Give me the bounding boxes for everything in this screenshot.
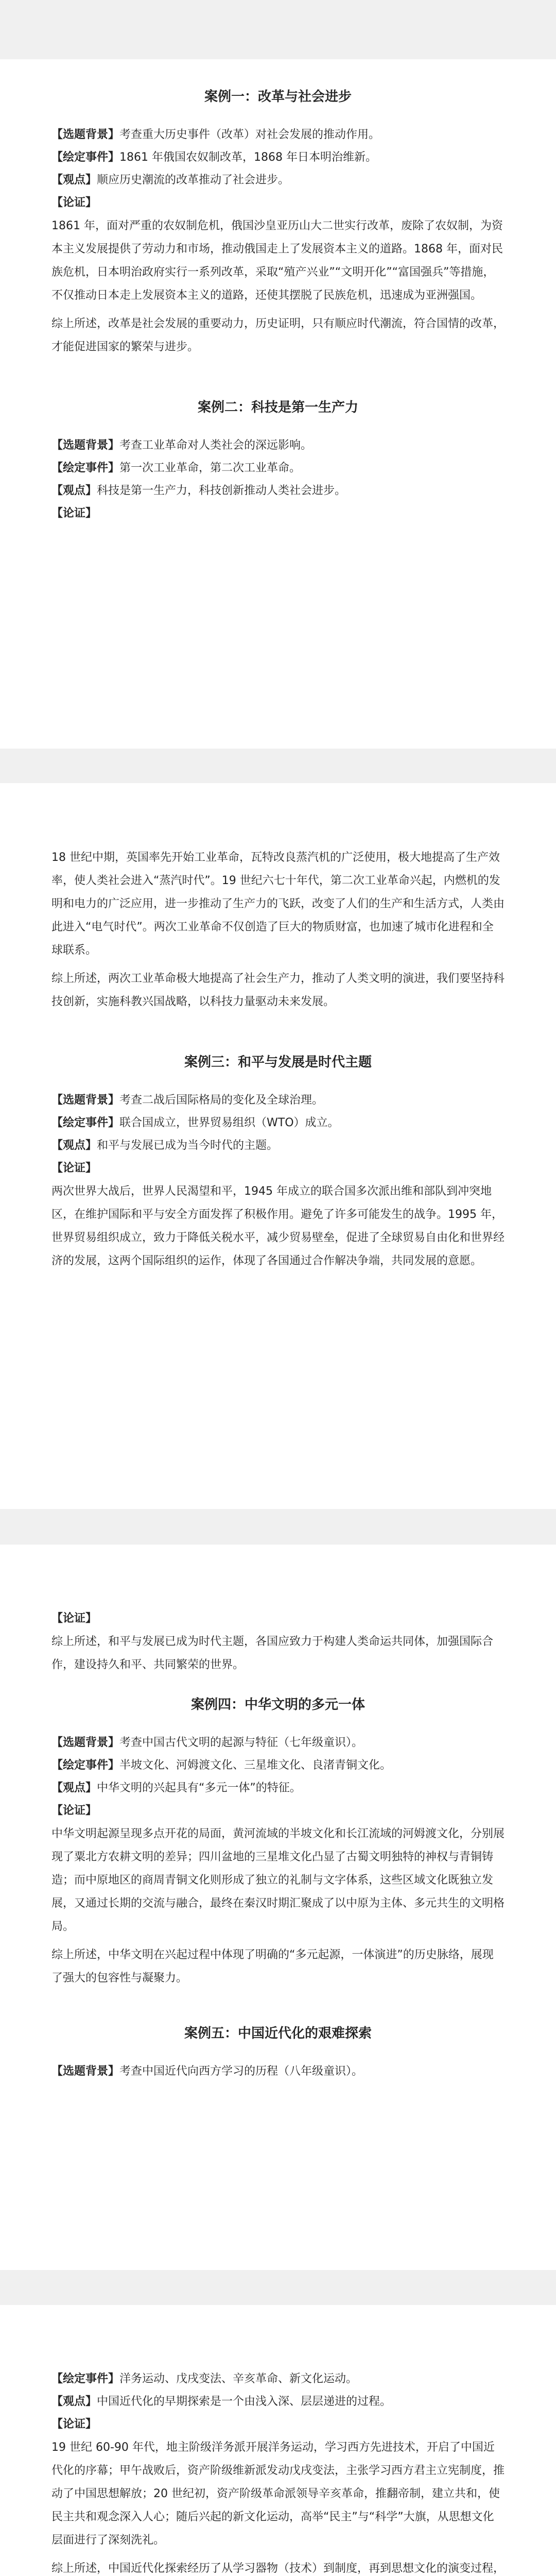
case2-event-label: 【绘定事件】 xyxy=(51,462,120,475)
case2-event-text: 第一次工业革命，第二次工业革命。 xyxy=(119,462,301,475)
case4-event-text: 半坡文化、河姆渡文化、三星堆文化、良渚青铜文化。 xyxy=(119,1759,392,1772)
case2-view-label: 【观点】 xyxy=(51,484,97,498)
case1-event xyxy=(51,146,505,169)
case2-argue-label: 【论证】 xyxy=(51,507,97,520)
case3-argue-text: 两次世界大战后，世界人民渴望和平，1945 年成立的联合国多次派出维和部队到冲突地区，在维护国际和平与安全方面发挥了积极作用。避免了许多可能发生的战争。1995 年，世界贸易组织成立，致力于降低关税水平，减少贸易壁垒，促进了全球贸易自由化和世界经济的发展，这两个国际组织的运作，体现了各国通过合作解决争端，共同发展的意愿。 xyxy=(51,1185,505,1268)
case3-background-text: 考查二战后国际格局的变化及全球治理。 xyxy=(119,1094,324,1107)
case3-event xyxy=(51,1112,505,1134)
case1-title: 案例一：改革与社会进步 xyxy=(204,89,352,105)
case5-background xyxy=(51,2060,505,2083)
document-page-4 xyxy=(0,2305,556,2576)
case3-title: 案例三：和平与发展是时代主题 xyxy=(184,1055,372,1070)
case1-conclusion: 综上所述，改革是社会发展的重要动力，历史证明，只有顺应时代潮流，符合国情的改革，才能促进国家的繁荣与进步。 xyxy=(51,317,505,354)
case4-view-label: 【观点】 xyxy=(51,1782,97,1795)
case5-background-label: 【选题背景】 xyxy=(51,2065,120,2078)
case5-argue-text: 19 世纪 60-90 年代，地主阶级洋务派开展洋务运动，学习西方先进技术，开启了中国近代化的序幕；甲午战败后，资产阶级维新派发动戊戌变法，主张学习西方君主立宪制度，推动了中国思想解放；20 世纪初，资产阶级革命派领导辛亥革命，推翻帝制，建立共和，使民主共和观念深入人心；随后兴起的新文化运动，高举“民主”与“科学”大旗，从思想文化层面进行了深刻洗礼。 xyxy=(51,2441,505,2547)
case3-view xyxy=(51,1134,505,1157)
case4-event xyxy=(51,1754,505,1777)
case2-view xyxy=(51,480,505,502)
case1-event-text: 1861 年俄国农奴制改革，1868 年日本明治维新。 xyxy=(119,151,377,164)
document-page-2 xyxy=(0,783,556,1509)
case5-view-text: 中国近代化的早期探索是一个由浅入深、层层递进的过程。 xyxy=(97,2395,392,2408)
document-page-3 xyxy=(0,1545,556,2270)
case1-background-text: 考查重大历史事件（改革）对社会发展的推动作用。 xyxy=(119,128,380,142)
case4-background-text: 考查中国古代文明的起源与特征（七年级童识）。 xyxy=(119,1736,363,1750)
case1-view-text: 顺应历史潮流的改革推动了社会进步。 xyxy=(97,174,290,187)
case4-view xyxy=(51,1777,505,1800)
case1-background-label: 【选题背景】 xyxy=(51,128,120,142)
case5-event-text: 洋务运动、戊戌变法、辛亥革命、新文化运动。 xyxy=(119,2372,358,2385)
case5-conclusion: 综上所述，中国近代化探索经历了从学习器物（技术）到制度，再到思想文化的演变过程， xyxy=(51,2562,505,2575)
case4-event-label: 【绘定事件】 xyxy=(51,1759,120,1772)
case3-event-label: 【绘定事件】 xyxy=(51,1116,120,1130)
case1-event-label: 【绘定事件】 xyxy=(51,151,120,164)
case5-background-text: 考查中国近代向西方学习的历程（八年级童识）。 xyxy=(119,2065,363,2078)
case4-argue-label: 【论证】 xyxy=(51,1804,97,1818)
case2-background xyxy=(51,434,505,457)
case2-event xyxy=(51,457,505,480)
case4-background-label: 【选题背景】 xyxy=(51,1736,120,1750)
case2-title: 案例二：科技是第一生产力 xyxy=(197,400,358,416)
case1-view xyxy=(51,169,505,192)
case3-argue-label: 【论证】 xyxy=(51,1162,97,1175)
case2-view-text: 科技是第一生产力，科技创新推动人类社会进步。 xyxy=(97,484,346,498)
case5-view-label: 【观点】 xyxy=(51,2395,97,2408)
case4-background xyxy=(51,1732,505,1754)
case1-argue-label: 【论证】 xyxy=(51,196,97,210)
case1-argue-text: 1861 年，面对严重的农奴制危机，俄国沙皇亚历山大二世实行改革，废除了农奴制，为资本主义发展提供了劳动力和市场，推动俄国走上了发展资本主义的道路。1868 年，面对民族危机，日本明治政府实行一系列改革，采取“殖产兴业”“文明开化”“富国强兵”等措施，不仅推动日本走上发展资本主义的道路，还使其摆脱了民族危机，迅速成为亚洲强国。 xyxy=(51,219,503,302)
case4-argue-text: 中华文明起源呈现多点开花的局面，黄河流域的半坡文化和长江流域的河姆渡文化，分别展现了粟北方农耕文明的差异；四川盆地的三星堆文化凸显了古蜀文明独特的神权与青铜铸造；而中原地区的商周青铜文化则形成了独立的礼制与文字体系，这些区域文化既独立发展，又通过长期的交流与融合，最终在秦汉时期汇聚成了以中原为主体、多元共生的文明格局。 xyxy=(51,1827,505,1934)
case2-background-label: 【选题背景】 xyxy=(51,439,120,452)
case2-conclusion: 综上所述，两次工业革命极大地提高了社会生产力，推动了人类文明的演进，我们要坚持科技创新，实施科教兴国战略，以科技力量驱动未来发展。 xyxy=(51,972,505,1008)
case4-conclusion: 综上所述，中华文明在兴起过程中体现了明确的“多元起源，一体演进”的历史脉络，展现了强大的包容性与凝聚力。 xyxy=(51,1948,494,1985)
case4-view-text: 中华文明的兴起具有“多元一体”的特征。 xyxy=(97,1782,301,1795)
case3-view-label: 【观点】 xyxy=(51,1139,97,1153)
case1-background xyxy=(51,124,505,146)
case3-background xyxy=(51,1089,505,1112)
case3-view-text: 和平与发展已成为当今时代的主题。 xyxy=(97,1139,279,1153)
document-page-1 xyxy=(0,59,556,749)
case5-event xyxy=(51,2368,505,2391)
case5-title: 案例五：中国近代化的艰难探索 xyxy=(184,2026,372,2042)
case5-view xyxy=(51,2391,505,2413)
case3-conclusion: 综上所述，和平与发展已成为时代主题，各国应致力于构建人类命运共同体，加强国际合作，建设持久和平、共同繁荣的世界。 xyxy=(51,1635,494,1671)
case1-view-label: 【观点】 xyxy=(51,174,97,187)
case2-argue-text: 18 世纪中期，英国率先开始工业革命，瓦特改良蒸汽机的广泛使用，极大地提高了生产效率，使人类社会进入“蒸汽时代”。19 世纪六七十年代，第二次工业革命兴起，内燃机的发明和电力的广泛应用，进一步推动了生产力的飞跃，改变了人们的生产和生活方式，人类由此进入“电气时代”。两次工业革命不仅创造了巨大的物质财富，也加速了城市化进程和全球联系。 xyxy=(51,851,505,957)
case3-background-label: 【选题背景】 xyxy=(51,1094,120,1107)
case3-conclusion-label: 【论证】 xyxy=(51,1612,97,1625)
case3-event-text: 联合国成立，世界贸易组织（WTO）成立。 xyxy=(119,1116,339,1130)
case5-argue-label: 【论证】 xyxy=(51,2418,97,2431)
case5-event-label: 【绘定事件】 xyxy=(51,2372,120,2385)
case4-title: 案例四：中华文明的多元一体 xyxy=(190,1697,365,1713)
case2-background-text: 考查工业革命对人类社会的深远影响。 xyxy=(119,439,312,452)
